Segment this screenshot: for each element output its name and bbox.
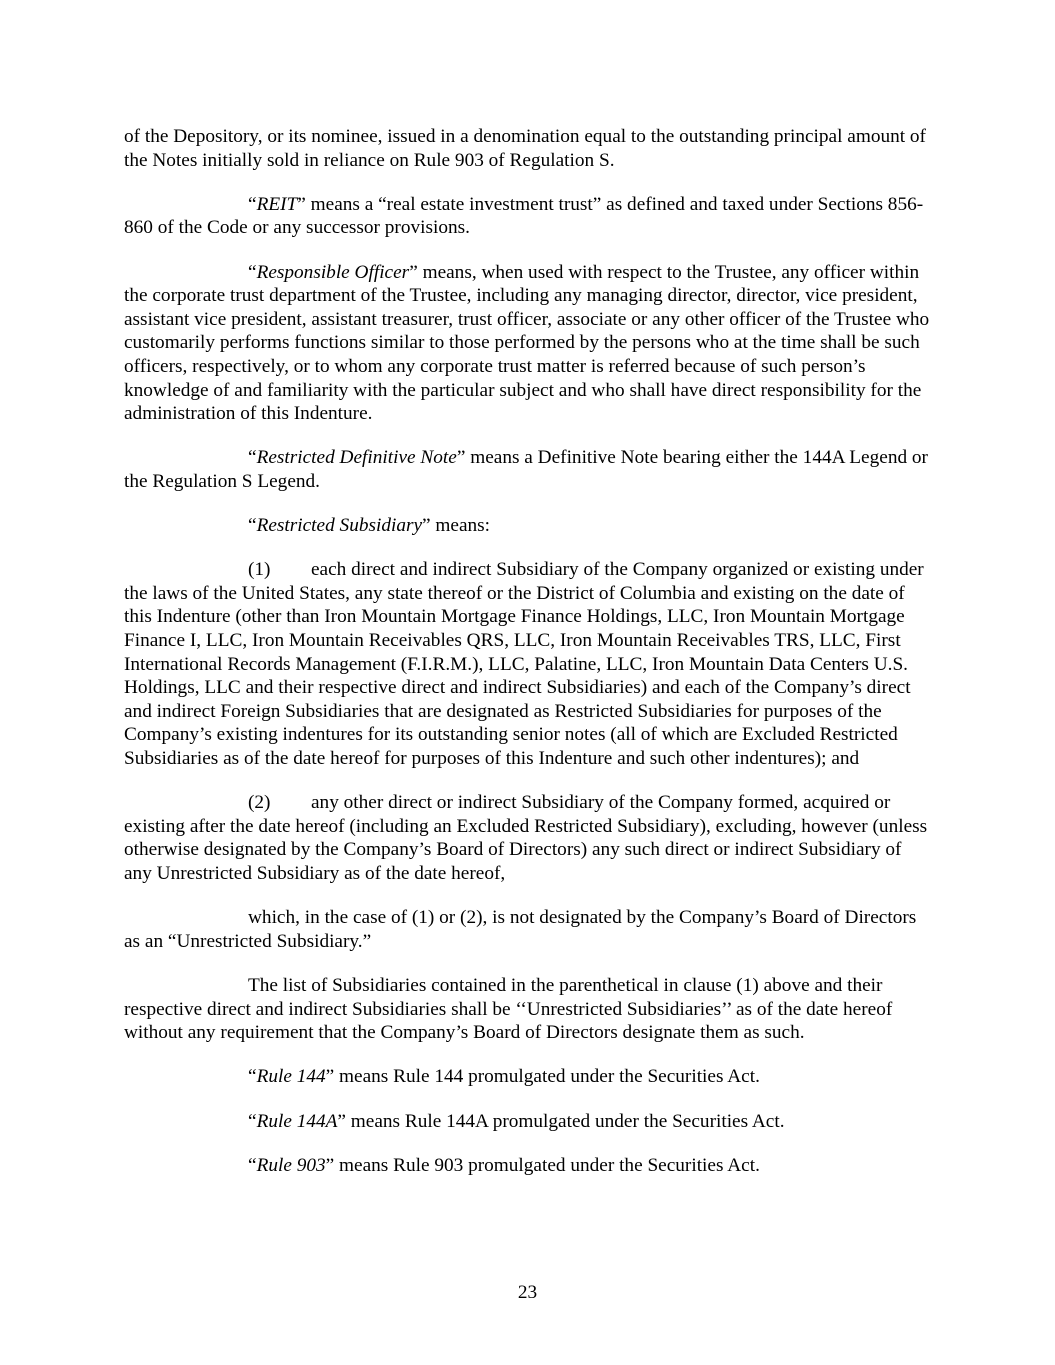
defined-term: Rule 903 (256, 1154, 326, 1176)
clause-text: any other direct or indirect Subsidiary of the Company formed, acquired or existing after the date hereof (including an Excluded Restricted Subsidiary), excluding, however (unless otherwise designated by the Company’s Board of Directors) any such direct or indirect Subsidiary of any Unrestricted Subsidiary as of the date hereof, (124, 792, 928, 884)
open-quote: “ (248, 1066, 257, 1088)
definition-rule-144 (124, 1065, 934, 1089)
clause-number: (2) (248, 792, 271, 814)
defined-term: Responsible Officer (256, 261, 410, 283)
defined-term: REIT (256, 193, 298, 215)
defined-term: Rule 144 (256, 1066, 326, 1088)
definition-text: ” means Rule 144 promulgated under the Securities Act. (325, 1066, 760, 1088)
definition-reit (124, 193, 934, 240)
definition-rule-903 (124, 1154, 934, 1178)
defined-term: Restricted Definitive Note (256, 447, 457, 469)
definition-restricted-definitive-note (124, 446, 934, 493)
which-clause-paragraph: which, in the case of (1) or (2), is not designated by the Company’s Board of Directors as an “Unrestricted Subsidiary.” (124, 907, 917, 952)
open-quote: “ (248, 1154, 257, 1176)
open-quote: “ (248, 193, 257, 215)
defined-term: Restricted Subsidiary (256, 515, 423, 537)
clause-2 (124, 791, 934, 885)
definition-rule-144a (124, 1110, 934, 1134)
clause-text: each direct and indirect Subsidiary of the Company organized or existing under the laws of the United States, any state thereof or the District of Columbia and existing on the date of this Indenture (other than Iron Mountain Mortgage Finance Holdings, LLC, Iron Mountain Mortgage Finance I, LLC, Iron Mountain Receivables QRS, LLC, Iron Mountain Receivables TRS, LLC, First International Records Management (F.I.R.M.), LLC, Palatine, LLC, Iron Mountain Data Centers U.S. Holdings, LLC and their respective direct and indirect Subsidiaries) and each of the Company’s direct and indirect Foreign Subsidiaries that are designated as Restricted Subsidiaries for purposes of the Company’s existing indentures for its outstanding senior notes (all of which are Excluded Restricted Subsidiaries as of the date hereof for purposes of this Indenture and such other indentures); and (124, 559, 924, 770)
list-of-subsidiaries-paragraph: The list of Subsidiaries contained in the parenthetical in clause (1) above and their respective direct and indirect Subsidiaries shall be ‘‘Unrestricted Subsidiaries’’ as of the date hereof without any requirement that the Company’s Board of Directors designate them as such. (124, 974, 893, 1044)
page-number: 23 (517, 1282, 538, 1303)
clause-number: (1) (248, 559, 271, 581)
clause-1 (124, 558, 934, 770)
definition-text: ” means a “real estate investment trust” as defined and taxed under Sections 856-860 of the Code or any successor provisions. (124, 193, 924, 239)
continuation-paragraph: of the Depository, or its nominee, issued in a denomination equal to the outstanding principal amount of the Notes initially sold in reliance on Rule 903 of Regulation S. (124, 126, 926, 171)
definition-responsible-officer (124, 261, 934, 426)
definition-text: ” means Rule 903 promulgated under the Securities Act. (325, 1154, 760, 1176)
definition-text: ” means Rule 144A promulgated under the Securities Act. (337, 1110, 785, 1132)
open-quote: “ (248, 515, 257, 537)
defined-term: Rule 144A (256, 1110, 338, 1132)
definition-text: ” means a Definitive Note bearing either the 144A Legend or the Regulation S Legend. (124, 447, 928, 492)
definition-text: ” means, when used with respect to the Trustee, any officer within the corporate trust department of the Trustee, including any managing director, director, vice president, assistant vice president, assistant treasurer, trust officer, associate or any other officer of the Trustee who customarily performs functions similar to those performed by the persons who at the time shall be such officers, respectively, or to whom any corporate trust matter is referred because of such person’s knowledge of and familiarity with the particular subject and who shall have direct responsibility for the administration of this Indenture. (124, 261, 930, 425)
open-quote: “ (248, 261, 257, 283)
definition-text: ” means: (422, 515, 491, 537)
page-body (124, 125, 934, 1198)
open-quote: “ (248, 447, 257, 469)
open-quote: “ (248, 1110, 257, 1132)
definition-restricted-subsidiary (124, 514, 934, 538)
